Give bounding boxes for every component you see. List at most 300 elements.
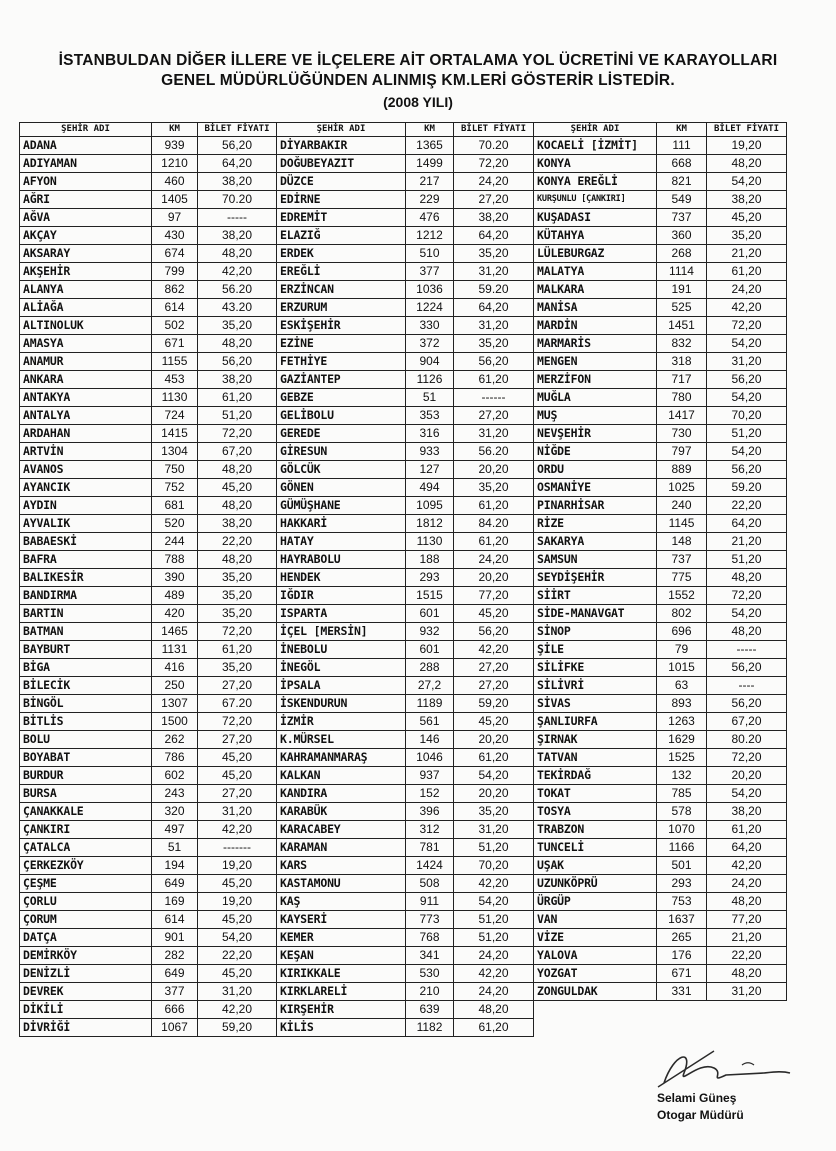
ticket-fare: 54,20 bbox=[707, 389, 787, 407]
city-name: BİTLİS bbox=[20, 713, 152, 731]
table-row bbox=[277, 623, 534, 641]
city-name: ÇERKEZKÖY bbox=[20, 857, 152, 875]
ticket-fare: 20,20 bbox=[454, 731, 534, 749]
ticket-fare: 54,20 bbox=[454, 767, 534, 785]
signatory-name: Selami Güneş bbox=[657, 1091, 737, 1105]
ticket-fare: 61,20 bbox=[454, 533, 534, 551]
table-row bbox=[534, 191, 787, 209]
ticket-fare: 56,20 bbox=[707, 371, 787, 389]
distance-km: 1070 bbox=[657, 821, 707, 839]
table-row bbox=[277, 191, 534, 209]
ticket-fare: 45,20 bbox=[198, 965, 277, 983]
table-row bbox=[277, 209, 534, 227]
table-row bbox=[20, 551, 277, 569]
city-name: AYDIN bbox=[20, 497, 152, 515]
ticket-fare: 61,20 bbox=[707, 821, 787, 839]
distance-km: 1405 bbox=[152, 191, 198, 209]
table-header-row bbox=[534, 123, 787, 137]
city-name: K.MÜRSEL bbox=[277, 731, 406, 749]
city-name: MUĞLA bbox=[534, 389, 657, 407]
distance-km: 1224 bbox=[406, 299, 454, 317]
table-row bbox=[20, 137, 277, 155]
ticket-fare: 48,20 bbox=[707, 569, 787, 587]
city-name: HATAY bbox=[277, 533, 406, 551]
distance-km: 243 bbox=[152, 785, 198, 803]
distance-km: 111 bbox=[657, 137, 707, 155]
table-row bbox=[20, 515, 277, 533]
ticket-fare: 48,20 bbox=[198, 551, 277, 569]
ticket-fare: 21,20 bbox=[707, 245, 787, 263]
distance-km: 520 bbox=[152, 515, 198, 533]
distance-km: 730 bbox=[657, 425, 707, 443]
city-name: AYVALIK bbox=[20, 515, 152, 533]
ticket-fare: ---- bbox=[707, 677, 787, 695]
city-name: TOSYA bbox=[534, 803, 657, 821]
distance-km: 614 bbox=[152, 299, 198, 317]
table-row bbox=[277, 785, 534, 803]
ticket-fare: 48,20 bbox=[454, 1001, 534, 1019]
table-row bbox=[277, 731, 534, 749]
table-row bbox=[277, 515, 534, 533]
city-name: İÇEL [MERSİN] bbox=[277, 623, 406, 641]
ticket-fare: 24,20 bbox=[454, 983, 534, 1001]
ticket-fare: 45,20 bbox=[198, 767, 277, 785]
table-row bbox=[277, 569, 534, 587]
table-row bbox=[20, 659, 277, 677]
table-row bbox=[20, 695, 277, 713]
ticket-fare: 61,20 bbox=[454, 749, 534, 767]
ticket-fare: 56,20 bbox=[198, 353, 277, 371]
city-name: İNEGÖL bbox=[277, 659, 406, 677]
distance-km: 752 bbox=[152, 479, 198, 497]
header-fare: BİLET FİYATI bbox=[454, 123, 534, 137]
city-name: AYANCIK bbox=[20, 479, 152, 497]
table-row bbox=[534, 281, 787, 299]
distance-km: 671 bbox=[657, 965, 707, 983]
ticket-fare: 72,20 bbox=[198, 623, 277, 641]
table-row bbox=[277, 947, 534, 965]
table-row bbox=[277, 821, 534, 839]
city-name: TEKİRDAĞ bbox=[534, 767, 657, 785]
city-name: ÇEŞME bbox=[20, 875, 152, 893]
table-row bbox=[20, 623, 277, 641]
ticket-fare: 56.20 bbox=[454, 443, 534, 461]
distance-km: 132 bbox=[657, 767, 707, 785]
city-name: UZUNKÖPRÜ bbox=[534, 875, 657, 893]
distance-km: 194 bbox=[152, 857, 198, 875]
ticket-fare: 31,20 bbox=[198, 803, 277, 821]
table-row bbox=[20, 749, 277, 767]
table-row bbox=[20, 317, 277, 335]
table-row bbox=[534, 947, 787, 965]
ticket-fare: 45,20 bbox=[454, 605, 534, 623]
table-row bbox=[534, 713, 787, 731]
distance-km: 1500 bbox=[152, 713, 198, 731]
table-row bbox=[277, 695, 534, 713]
table-row bbox=[277, 173, 534, 191]
distance-km: 262 bbox=[152, 731, 198, 749]
document-year: (2008 YILI) bbox=[383, 94, 453, 110]
table-row bbox=[277, 281, 534, 299]
ticket-fare: ----- bbox=[198, 209, 277, 227]
ticket-fare: 22,20 bbox=[198, 533, 277, 551]
ticket-fare: 35,20 bbox=[454, 245, 534, 263]
ticket-fare: 59,20 bbox=[454, 695, 534, 713]
table-row bbox=[277, 155, 534, 173]
ticket-fare: 42,20 bbox=[198, 821, 277, 839]
city-name: BARTIN bbox=[20, 605, 152, 623]
header-km: KM bbox=[152, 123, 198, 137]
ticket-fare: 48,20 bbox=[707, 965, 787, 983]
ticket-fare: 38,20 bbox=[198, 371, 277, 389]
ticket-fare: 54,20 bbox=[198, 929, 277, 947]
distance-km: 188 bbox=[406, 551, 454, 569]
table-row bbox=[20, 479, 277, 497]
table-row bbox=[277, 911, 534, 929]
city-name: KIRIKKALE bbox=[277, 965, 406, 983]
distance-km: 372 bbox=[406, 335, 454, 353]
city-name: AĞRI bbox=[20, 191, 152, 209]
ticket-fare: 48,20 bbox=[707, 623, 787, 641]
table-row bbox=[20, 911, 277, 929]
table-row bbox=[20, 389, 277, 407]
ticket-fare: 38,20 bbox=[198, 227, 277, 245]
ticket-fare: 48,20 bbox=[198, 245, 277, 263]
table-row bbox=[20, 569, 277, 587]
table-row bbox=[20, 407, 277, 425]
city-name: İPSALA bbox=[277, 677, 406, 695]
table-row bbox=[277, 839, 534, 857]
city-name: GEREDE bbox=[277, 425, 406, 443]
distance-km: 802 bbox=[657, 605, 707, 623]
table-row bbox=[534, 803, 787, 821]
city-name: DATÇA bbox=[20, 929, 152, 947]
table-row bbox=[277, 497, 534, 515]
ticket-fare: 54,20 bbox=[707, 785, 787, 803]
city-name: MALKARA bbox=[534, 281, 657, 299]
ticket-fare: 35,20 bbox=[454, 479, 534, 497]
ticket-fare: 35,20 bbox=[198, 317, 277, 335]
ticket-fare: 45,20 bbox=[198, 749, 277, 767]
city-name: SAMSUN bbox=[534, 551, 657, 569]
city-name: ŞANLIURFA bbox=[534, 713, 657, 731]
ticket-fare: 45,20 bbox=[198, 479, 277, 497]
ticket-fare: 54,20 bbox=[707, 443, 787, 461]
table-row bbox=[277, 407, 534, 425]
ticket-fare: 42,20 bbox=[454, 965, 534, 983]
ticket-fare: 64,20 bbox=[454, 227, 534, 245]
table-row bbox=[534, 929, 787, 947]
distance-km: 1515 bbox=[406, 587, 454, 605]
ticket-fare: 56,20 bbox=[707, 659, 787, 677]
distance-km: 293 bbox=[406, 569, 454, 587]
city-name: ANTAKYA bbox=[20, 389, 152, 407]
table-row bbox=[20, 497, 277, 515]
table-row bbox=[277, 641, 534, 659]
distance-km: 1114 bbox=[657, 263, 707, 281]
ticket-fare: 72,20 bbox=[198, 425, 277, 443]
table-row bbox=[534, 353, 787, 371]
distance-km: 1130 bbox=[406, 533, 454, 551]
ticket-fare: 21,20 bbox=[707, 533, 787, 551]
city-name: DOĞUBEYAZIT bbox=[277, 155, 406, 173]
table-row bbox=[20, 245, 277, 263]
table-row bbox=[277, 263, 534, 281]
distance-km: 1499 bbox=[406, 155, 454, 173]
city-name: KAHRAMANMARAŞ bbox=[277, 749, 406, 767]
city-name: AKÇAY bbox=[20, 227, 152, 245]
header-city: ŞEHİR ADI bbox=[277, 123, 406, 137]
table-row bbox=[20, 227, 277, 245]
table-row bbox=[534, 839, 787, 857]
distance-km: 508 bbox=[406, 875, 454, 893]
ticket-fare: 51,20 bbox=[707, 551, 787, 569]
distance-km: 939 bbox=[152, 137, 198, 155]
distance-km: 494 bbox=[406, 479, 454, 497]
table-row bbox=[20, 893, 277, 911]
distance-km: 649 bbox=[152, 965, 198, 983]
city-name: EDİRNE bbox=[277, 191, 406, 209]
ticket-fare: 27,20 bbox=[454, 191, 534, 209]
city-name: ARDAHAN bbox=[20, 425, 152, 443]
city-name: ALİAĞA bbox=[20, 299, 152, 317]
ticket-fare: 70,20 bbox=[707, 407, 787, 425]
distance-km: 1046 bbox=[406, 749, 454, 767]
distance-km: 797 bbox=[657, 443, 707, 461]
table-row bbox=[534, 407, 787, 425]
distance-km: 601 bbox=[406, 605, 454, 623]
city-name: SİDE-MANAVGAT bbox=[534, 605, 657, 623]
ticket-fare: 20,20 bbox=[454, 785, 534, 803]
city-name: BABAESKİ bbox=[20, 533, 152, 551]
distance-km: 1525 bbox=[657, 749, 707, 767]
city-name: HENDEK bbox=[277, 569, 406, 587]
table-row bbox=[534, 731, 787, 749]
city-name: ESKİŞEHİR bbox=[277, 317, 406, 335]
ticket-fare: 27,20 bbox=[454, 407, 534, 425]
ticket-fare: ------ bbox=[454, 389, 534, 407]
city-name: AVANOS bbox=[20, 461, 152, 479]
table-row bbox=[534, 443, 787, 461]
city-name: DEMİRKÖY bbox=[20, 947, 152, 965]
distance-km: 288 bbox=[406, 659, 454, 677]
table-row bbox=[534, 227, 787, 245]
table-row bbox=[534, 695, 787, 713]
table-row bbox=[20, 281, 277, 299]
distance-km: 1812 bbox=[406, 515, 454, 533]
ticket-fare: 31,20 bbox=[454, 317, 534, 335]
city-name: ALTINOLUK bbox=[20, 317, 152, 335]
city-name: EDREMİT bbox=[277, 209, 406, 227]
city-name: NEVŞEHİR bbox=[534, 425, 657, 443]
table-row bbox=[20, 353, 277, 371]
city-name: SİNOP bbox=[534, 623, 657, 641]
city-name: DİKİLİ bbox=[20, 1001, 152, 1019]
distance-km: 1131 bbox=[152, 641, 198, 659]
distance-km: 353 bbox=[406, 407, 454, 425]
ticket-fare: 45,20 bbox=[707, 209, 787, 227]
distance-km: 1263 bbox=[657, 713, 707, 731]
city-name: YALOVA bbox=[534, 947, 657, 965]
distance-km: 1637 bbox=[657, 911, 707, 929]
distance-km: 146 bbox=[406, 731, 454, 749]
city-name: EREĞLİ bbox=[277, 263, 406, 281]
city-name: KONYA bbox=[534, 155, 657, 173]
city-name: BİLECİK bbox=[20, 677, 152, 695]
city-name: KÜTAHYA bbox=[534, 227, 657, 245]
ticket-fare: 35,20 bbox=[454, 335, 534, 353]
city-name: MUŞ bbox=[534, 407, 657, 425]
ticket-fare: 31,20 bbox=[454, 263, 534, 281]
ticket-fare: 61,20 bbox=[454, 497, 534, 515]
city-name: GEBZE bbox=[277, 389, 406, 407]
distance-km: 525 bbox=[657, 299, 707, 317]
distance-km: 904 bbox=[406, 353, 454, 371]
table-row bbox=[277, 335, 534, 353]
table-row bbox=[534, 515, 787, 533]
ticket-fare: 27,20 bbox=[198, 677, 277, 695]
distance-km: 210 bbox=[406, 983, 454, 1001]
city-name: AMASYA bbox=[20, 335, 152, 353]
ticket-fare: 27,20 bbox=[198, 785, 277, 803]
ticket-fare: 42,20 bbox=[707, 857, 787, 875]
distance-km: 341 bbox=[406, 947, 454, 965]
ticket-fare: 59,20 bbox=[198, 1019, 277, 1037]
distance-km: 502 bbox=[152, 317, 198, 335]
ticket-fare: 61,20 bbox=[198, 641, 277, 659]
table-row bbox=[20, 839, 277, 857]
table-row bbox=[277, 677, 534, 695]
ticket-fare: 48,20 bbox=[198, 497, 277, 515]
table-row bbox=[20, 587, 277, 605]
table-row bbox=[20, 299, 277, 317]
ticket-fare: 24,20 bbox=[707, 281, 787, 299]
table-row bbox=[20, 191, 277, 209]
table-row bbox=[534, 623, 787, 641]
ticket-fare: 35,20 bbox=[198, 587, 277, 605]
distance-km: 737 bbox=[657, 551, 707, 569]
distance-km: 79 bbox=[657, 641, 707, 659]
ticket-fare: 31,20 bbox=[198, 983, 277, 1001]
city-name: KALKAN bbox=[277, 767, 406, 785]
ticket-fare: 84.20 bbox=[454, 515, 534, 533]
distance-km: 649 bbox=[152, 875, 198, 893]
ticket-fare: 48,20 bbox=[198, 461, 277, 479]
table-row bbox=[277, 713, 534, 731]
distance-km: 282 bbox=[152, 947, 198, 965]
city-name: KIRKLARELİ bbox=[277, 983, 406, 1001]
ticket-fare: 72,20 bbox=[454, 155, 534, 173]
ticket-fare: 24,20 bbox=[454, 173, 534, 191]
distance-km: 265 bbox=[657, 929, 707, 947]
city-name: BAYBURT bbox=[20, 641, 152, 659]
ticket-fare: 59.20 bbox=[454, 281, 534, 299]
distance-km: 862 bbox=[152, 281, 198, 299]
ticket-fare: 38,20 bbox=[198, 173, 277, 191]
table-row bbox=[277, 875, 534, 893]
city-name: IĞDIR bbox=[277, 587, 406, 605]
table-row bbox=[534, 767, 787, 785]
city-name: FETHİYE bbox=[277, 353, 406, 371]
table-row bbox=[277, 857, 534, 875]
city-name: BİNGÖL bbox=[20, 695, 152, 713]
table-row bbox=[534, 785, 787, 803]
distance-km: 229 bbox=[406, 191, 454, 209]
ticket-fare: 80.20 bbox=[707, 731, 787, 749]
table-row bbox=[20, 785, 277, 803]
ticket-fare: 64,20 bbox=[707, 839, 787, 857]
city-name: KİLİS bbox=[277, 1019, 406, 1037]
table-row bbox=[534, 137, 787, 155]
table-row bbox=[277, 1001, 534, 1019]
table-row bbox=[20, 641, 277, 659]
city-name: ÇATALCA bbox=[20, 839, 152, 857]
table-row bbox=[277, 533, 534, 551]
city-name: HAYRABOLU bbox=[277, 551, 406, 569]
distance-km: 549 bbox=[657, 191, 707, 209]
distance-km: 1212 bbox=[406, 227, 454, 245]
distance-km: 1036 bbox=[406, 281, 454, 299]
distance-km: 561 bbox=[406, 713, 454, 731]
ticket-fare: 42,20 bbox=[454, 875, 534, 893]
table-row bbox=[20, 965, 277, 983]
distance-km: 1130 bbox=[152, 389, 198, 407]
header-km: KM bbox=[406, 123, 454, 137]
table-row bbox=[534, 965, 787, 983]
ticket-fare: 54,20 bbox=[707, 173, 787, 191]
table-row bbox=[534, 749, 787, 767]
distance-km: 51 bbox=[152, 839, 198, 857]
distance-km: 717 bbox=[657, 371, 707, 389]
table-row bbox=[534, 389, 787, 407]
ticket-fare: 42,20 bbox=[707, 299, 787, 317]
city-name: AĞVA bbox=[20, 209, 152, 227]
ticket-fare: 24,20 bbox=[454, 551, 534, 569]
distance-km: 1025 bbox=[657, 479, 707, 497]
city-name: GELİBOLU bbox=[277, 407, 406, 425]
city-name: KAŞ bbox=[277, 893, 406, 911]
distance-km: 27,2 bbox=[406, 677, 454, 695]
distance-km: 901 bbox=[152, 929, 198, 947]
city-name: ANAMUR bbox=[20, 353, 152, 371]
distance-km: 578 bbox=[657, 803, 707, 821]
city-name: ORDU bbox=[534, 461, 657, 479]
table-row bbox=[534, 371, 787, 389]
distance-km: 489 bbox=[152, 587, 198, 605]
distance-km: 602 bbox=[152, 767, 198, 785]
document-title-line-2: GENEL MÜDÜRLÜĞÜNDEN ALINMIŞ KM.LERİ GÖSTERİR LİSTEDİR. bbox=[161, 72, 675, 89]
ticket-fare: 54,20 bbox=[454, 893, 534, 911]
ticket-fare: 51,20 bbox=[454, 929, 534, 947]
ticket-fare: 45,20 bbox=[198, 911, 277, 929]
city-name: ANTALYA bbox=[20, 407, 152, 425]
table-row bbox=[534, 461, 787, 479]
city-name: KAYSERİ bbox=[277, 911, 406, 929]
ticket-fare: 27,20 bbox=[454, 677, 534, 695]
city-name: ÇORLU bbox=[20, 893, 152, 911]
city-name: ŞİLE bbox=[534, 641, 657, 659]
ticket-fare: 54,20 bbox=[707, 335, 787, 353]
city-name: SEYDİŞEHİR bbox=[534, 569, 657, 587]
city-name: DEVREK bbox=[20, 983, 152, 1001]
header-fare: BİLET FİYATI bbox=[707, 123, 787, 137]
ticket-fare: 51,20 bbox=[198, 407, 277, 425]
city-name: KUŞADASI bbox=[534, 209, 657, 227]
distance-km: 781 bbox=[406, 839, 454, 857]
ticket-fare: 22,20 bbox=[707, 947, 787, 965]
distance-km: 240 bbox=[657, 497, 707, 515]
ticket-fare: 22,20 bbox=[707, 497, 787, 515]
